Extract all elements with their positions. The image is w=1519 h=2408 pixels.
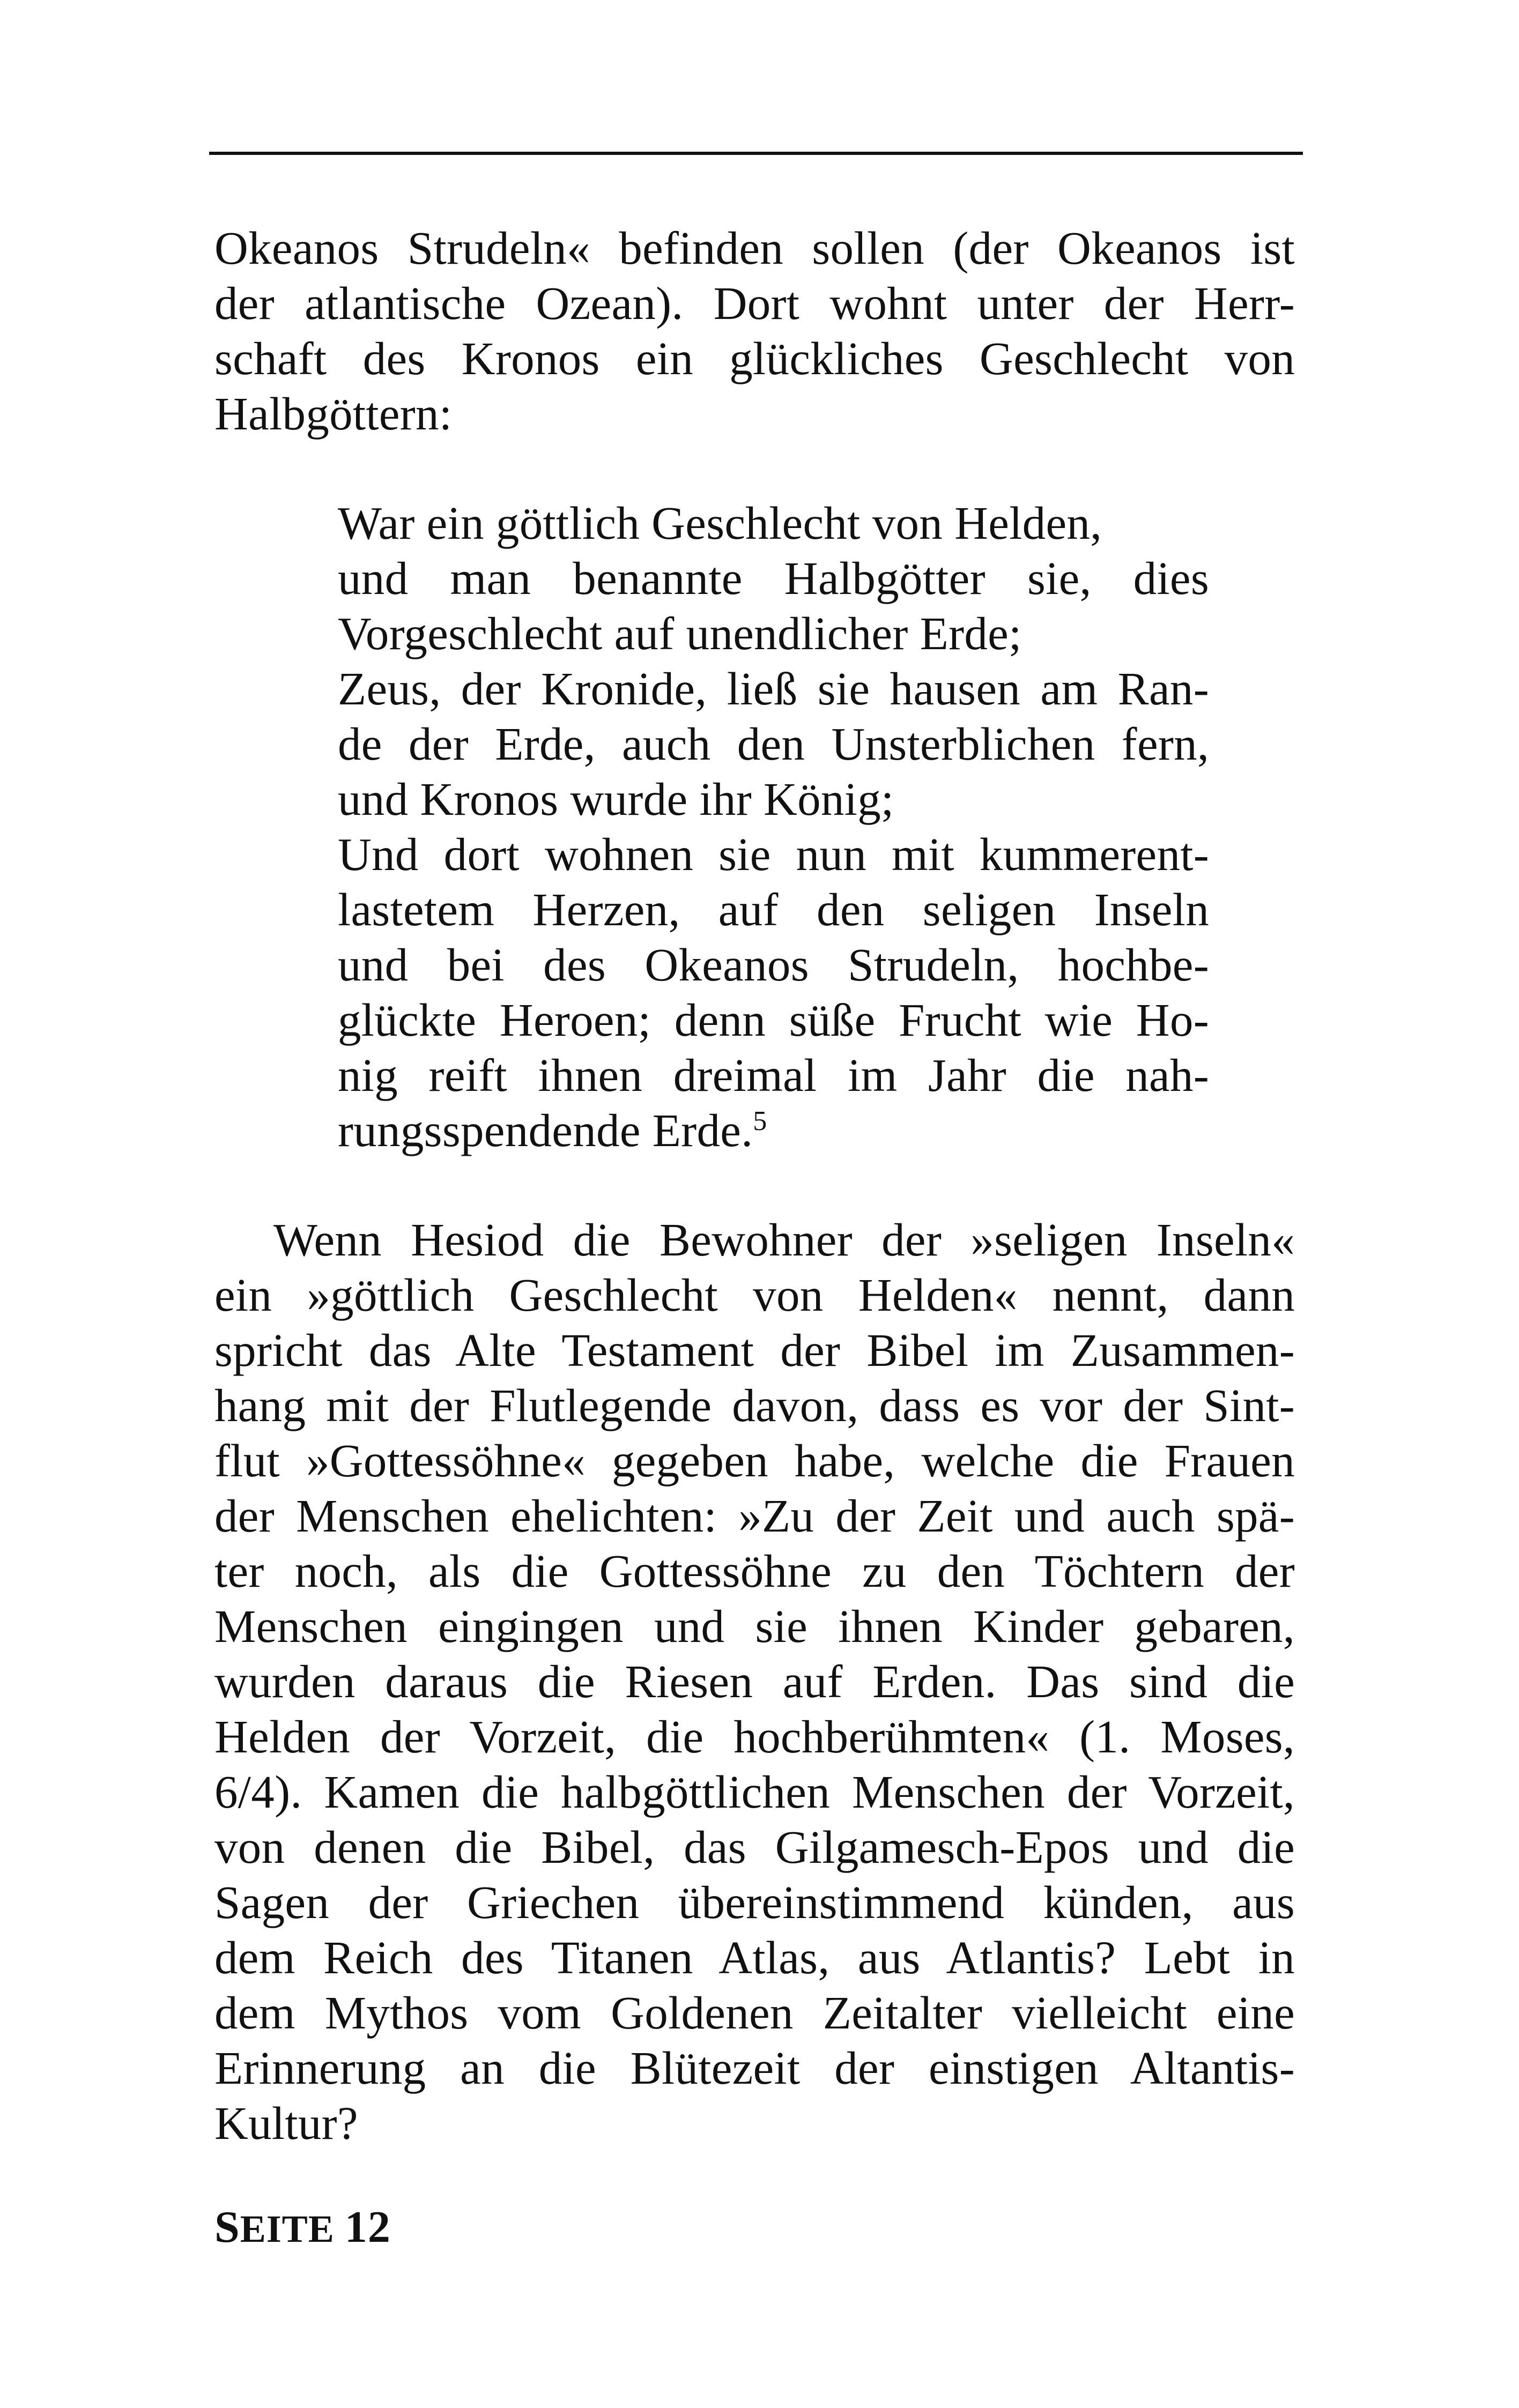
page-label-initial: S (214, 2202, 240, 2252)
quote-line: glückte Heroen; denn süße Frucht wie Ho- (338, 994, 1209, 1046)
footnote-marker: 5 (753, 1106, 767, 1136)
intro-line: schaft des Kronos ein glückliches Geschlecht von (214, 332, 1295, 384)
body-line: Erinnerung an die Blütezeit der einstigen Altantis- (214, 2042, 1295, 2094)
quote-line: Zeus, der Kronide, ließ sie hausen am Ran- (338, 663, 1209, 715)
quote-line: Und dort wohnen sie nun mit kummerent- (338, 828, 1209, 880)
quote-line: Vorgeschlecht auf unendlicher Erde; (338, 607, 1022, 659)
body-line: der Menschen ehelichten: »Zu der Zeit und auch spä- (214, 1490, 1295, 1542)
page-number-label (214, 2203, 391, 2253)
quote-line: und man benannte Halbgötter sie, dies (338, 552, 1209, 604)
body-line: 6/4). Kamen die halbgöttlichen Menschen der Vorzeit, (214, 1766, 1295, 1818)
quote-last-line (338, 1103, 1209, 1158)
body-line: spricht das Alte Testament der Bibel im Zusammen- (214, 1324, 1295, 1376)
intro-line: Halbgöttern: (214, 388, 453, 440)
page-label-rest: EITE (240, 2208, 335, 2250)
quote-line: War ein göttlich Geschlecht von Helden, (338, 497, 1102, 549)
body-line: Kultur? (214, 2097, 358, 2149)
quote-line: lastetem Herzen, auf den seligen Inseln (338, 883, 1209, 935)
header-rule (209, 152, 1303, 155)
body-line: Sagen der Griechen übereinstimmend künden, aus (214, 1876, 1295, 1928)
body-line: von denen die Bibel, das Gilgamesch-Epos und die (214, 1821, 1295, 1873)
body-line: ein »göttlich Geschlecht von Helden« nennt, dann (214, 1269, 1295, 1321)
body-line: wurden daraus die Riesen auf Erden. Das sind die (214, 1655, 1295, 1707)
quote-line: und bei des Okeanos Strudeln, hochbe- (338, 939, 1209, 991)
body-line: Menschen eingingen und sie ihnen Kinder gebaren, (214, 1600, 1295, 1652)
quote-line: und Kronos wurde ihr König; (338, 773, 894, 825)
page-number: 12 (344, 2202, 391, 2252)
intro-line: Okeanos Strudeln« befinden sollen (der Okeanos ist (214, 222, 1295, 274)
body-line: ter noch, als die Gottessöhne zu den Töchtern der (214, 1545, 1295, 1597)
body-line: dem Mythos vom Goldenen Zeitalter vielleicht eine (214, 1987, 1295, 2039)
body-line: Helden der Vorzeit, die hochberühmten« (1. Moses, (214, 1711, 1295, 1763)
intro-line: der atlantische Ozean). Dort wohnt unter der Herr- (214, 277, 1295, 329)
body-line: Wenn Hesiod die Bewohner der »seligen Inseln« (273, 1214, 1295, 1266)
body-line: dem Reich des Titanen Atlas, aus Atlantis? Lebt in (214, 1931, 1295, 1983)
body-line: flut »Gottessöhne« gegeben habe, welche die Frauen (214, 1435, 1295, 1487)
body-line: hang mit der Flutlegende davon, dass es vor der Sint- (214, 1379, 1295, 1431)
quote-line-text: rungsspendende Erde. (338, 1104, 753, 1156)
quote-line: nig reift ihnen dreimal im Jahr die nah- (338, 1049, 1209, 1101)
quote-line: de der Erde, auch den Unsterblichen fern, (338, 718, 1209, 770)
